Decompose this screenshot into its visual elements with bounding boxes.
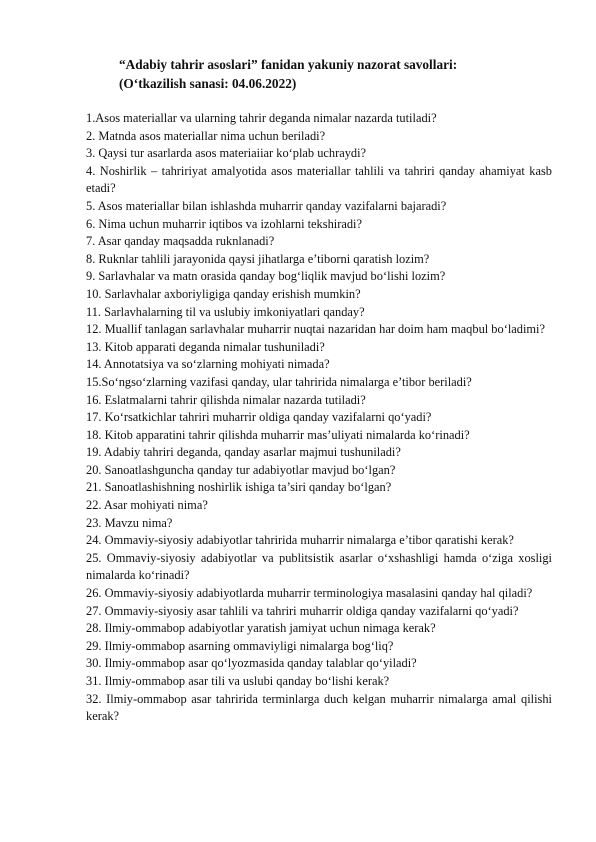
question-item: 10. Sarlavhalar axboriyligiga qanday erishish mumkin? [86,286,361,301]
question-item: 1.Asos materiallar va ularning tahrir deganda nimalar nazarda tutiladi? [86,111,437,125]
question-item: 32. Ilmiy-ommabop asar tahririda terminlarga duch kelgan muharrir nimalarga amal qilishi kerak? [86,691,552,724]
question-item: 31. Ilmiy-ommabop asar tili va uslubi qanday bo‘lishi kerak? [86,674,390,688]
question-item: 3. Qaysi tur asarlarda asos materiaiiar ko‘plab uchraydi? [86,146,367,161]
question-item: 24. Ommaviy-siyosiy adabiyotlar tahririda muharrir nimalarga e’tibor qaratishi kerak? [86,533,514,548]
question-item: 7. Asar qanday maqsadda ruknlanadi? [86,234,275,249]
question-item: 12. Muallif tanlagan sarlavhalar muharrir nuqtai nazaridan har doim ham maqbul bo‘ladimi? [86,322,545,337]
exam-date: (O‘tkazilish sanasi: 04.06.2022) [119,76,297,91]
question-item: 17. Ko‘rsatkichlar tahriri muharrir oldiga qanday vazifalarni qo‘yadi? [86,410,432,425]
question-item: 16. Eslatmalarni tahrir qilishda nimalar nazarda tutiladi? [86,392,366,407]
question-item: 15.So‘ngso‘zlarning vazifasi qanday, ular tahririda nimalarga e’tibor beriladi? [86,374,472,389]
question-item: 11. Sarlavhalarning til va uslubiy imkoniyatlari qanday? [86,304,365,319]
question-item: 21. Sanoatlashishning noshirlik ishiga ta’siri qanday bo‘lgan? [86,480,392,495]
question-item: 8. Ruknlar tahlili jarayonida qaysi jihatlarga e’tiborni qaratish lozim? [86,251,430,266]
question-item: 9. Sarlavhalar va matn orasida qanday bog‘liqlik mavjud bo‘lishi lozim? [86,269,446,284]
question-item: 2. Matnda asos materiallar nima uchun beriladi? [86,128,326,143]
question-item: 23. Mavzu nima? [86,515,173,530]
question-item: 6. Nima uchun muharrir iqtibos va izohlarni tekshiradi? [86,216,362,231]
question-item: 20. Sanoatlashguncha qanday tur adabiyotlar mavjud bo‘lgan? [86,462,396,477]
question-item: 22. Asar mohiyati nima? [86,498,208,513]
question-item: 5. Asos materiallar bilan ishlashda muharrir qanday vazifalarni bajaradi? [86,198,447,213]
question-item: 4. Noshirlik – tahririyat amalyotida asos materiallar tahlili va tahriri qanday ahamiyat kasb etadi? [86,163,552,196]
question-item: 27. Ommaviy-siyosiy asar tahlili va tahriri muharrir oldiga qanday vazifalarni qo‘yadi? [86,603,519,618]
document-title: “Adabiy tahrir asoslari” fanidan yakuniy nazorat savollari: [119,57,458,72]
question-item: 26. Ommaviy-siyosiy adabiyotlarda muharrir terminologiya masalasini qanday hal qiladi? [86,586,533,601]
question-item: 30. Ilmiy-ommabop asar qo‘lyozmasida qanday talablar qo‘yiladi? [86,656,417,671]
question-item: 28. Ilmiy-ommabop adabiyotlar yaratish jamiyat uchun nimaga kerak? [86,621,436,636]
document-header [119,55,539,93]
question-item: 18. Kitob apparatini tahrir qilishda muharrir mas’uliyati nimalarda ko‘rinadi? [86,427,470,442]
question-item: 13. Kitob apparati deganda nimalar tushuniladi? [86,339,325,354]
question-list [86,110,552,726]
question-item: 25. Ommaviy-siyosiy adabiyotlar va publitsistik asarlar o‘xshashligi hamda o‘ziga xosligi nimalarda ko‘rinadi? [86,550,552,583]
question-item: 29. Ilmiy-ommabop asarning ommaviyligi nimalarga bog‘liq? [86,638,394,653]
question-item: 14. Annotatsiya va so‘zlarning mohiyati nimada? [86,357,330,372]
question-item: 19. Adabiy tahriri deganda, qanday asarlar majmui tushuniladi? [86,445,401,460]
